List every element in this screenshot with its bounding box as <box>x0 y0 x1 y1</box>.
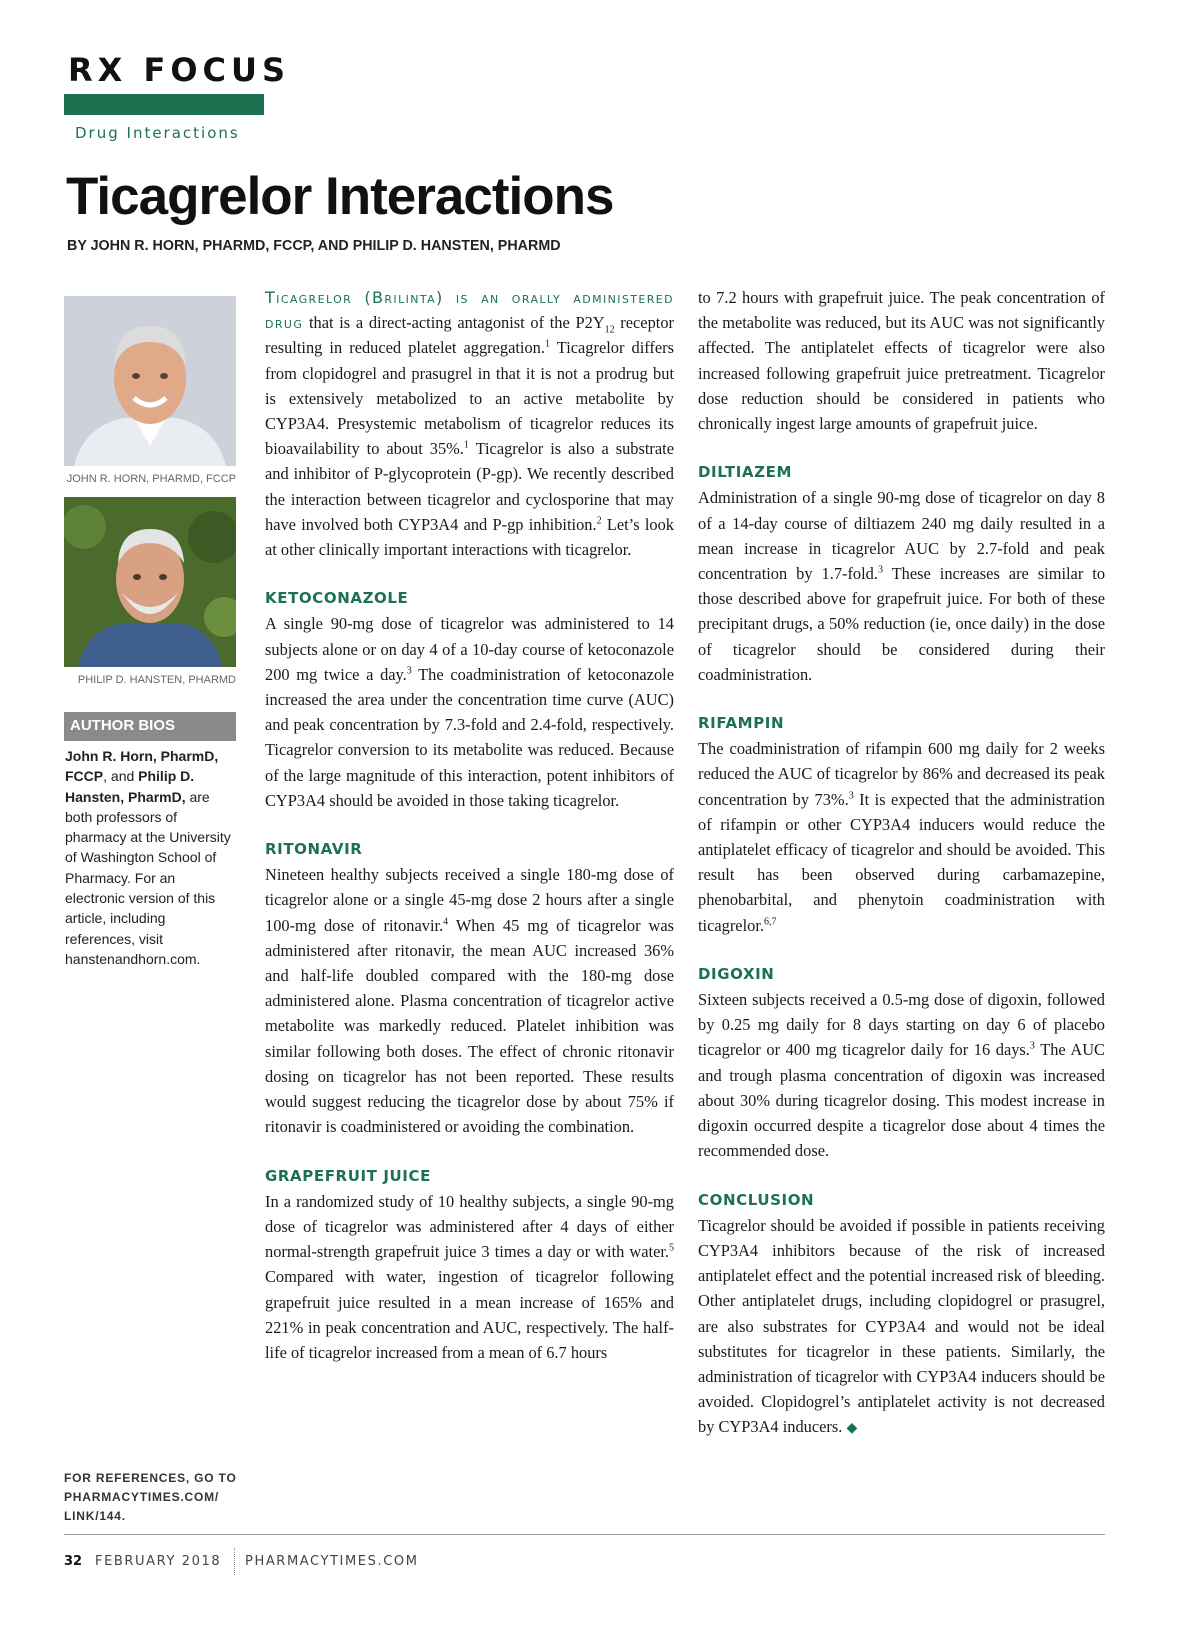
footer-site: PHARMACYTIMES.COM <box>245 1554 419 1569</box>
ref-marker: 3 <box>877 564 883 576</box>
dilt-text-a: Administration of a single 90-mg dose of ticagrelor on day 8 of a 14-day course of diltiazem 240 mg daily resulted in a mean increase in ticagrelor AUC by 2.7-fold and peak concentration by 1.7-fold. <box>698 488 1105 584</box>
portrait-hansten-illustration <box>64 497 236 667</box>
author-bios-text <box>65 746 237 969</box>
byline: BY JOHN R. HORN, PHARMD, FCCP, AND PHILIP D. HANSTEN, PHARMD <box>67 238 561 254</box>
bio-and: , and <box>103 768 139 785</box>
article-column-2 <box>698 285 1105 1442</box>
heading-diltiazem: DILTIAZEM <box>698 463 792 482</box>
references-note: FOR REFERENCES, GO TO PHARMACYTIMES.COM/ LINK/144. <box>64 1471 237 1523</box>
ref-marker: 5 <box>669 1242 674 1254</box>
heading-ritonavir: RITONAVIR <box>265 840 363 859</box>
heading-grapefruit-juice: GRAPEFRUIT JUICE <box>265 1166 431 1185</box>
paragraph-ritonavir <box>265 862 674 1139</box>
intro-text-c: Ticagrelor differs from clopidogrel and prasugrel in that it is not a prodrug but is extensively metabolized to an active metabolite by CYP3A4. Presystemic metabolism of ticagrelor reduces its bioavailability to about 35%. <box>265 338 674 459</box>
footer-date: FEBRUARY 2018 <box>95 1554 222 1569</box>
grape-text-b: Compared with water, ingestion of ticagrelor following grapefruit juice resulted in a mean increase of 165% and 221% in peak concentration and AUC, respectively. The half-life of ticagrelor increased from a mean of 6.7 hours <box>265 1267 674 1362</box>
heading-ketoconazole: KETOCONAZOLE <box>265 589 409 608</box>
heading-digoxin: DIGOXIN <box>698 964 775 983</box>
author-bios-label-text: AUTHOR BIOS <box>70 717 175 734</box>
intro-text-b: receptor resulting in reduced platelet aggregation. <box>265 313 674 358</box>
intro-text-e: Let’s look at other clinically important interactions with ticagrelor. <box>265 514 674 560</box>
dig-text-a: Sixteen subjects received a 0.5-mg dose of digoxin, followed by 0.25 mg daily for 8 days starting on day 6 of placebo ticagrelor or 400 mg ticagrelor daily for 16 days. <box>698 990 1105 1060</box>
dig-text-b: The AUC and trough plasma concentration of digoxin was increased about 30% during ticagrelor dosing. This modest increase in digoxin occurred despite a ticagrelor dose about 4 times the recommended dose. <box>698 1040 1105 1161</box>
rif-text-a: The coadministration of rifampin 600 mg daily for 2 weeks reduced the AUC of ticagrelor by 86% and decreased its peak concentration by 73%. <box>698 739 1105 809</box>
ref-marker: 6,7 <box>764 916 777 928</box>
bio-name-hansten: Philip D. Hansten, PharmD, <box>65 768 195 805</box>
paragraph-ketoconazole <box>265 611 674 813</box>
author-bios-label <box>64 712 236 741</box>
ref-marker: 4 <box>443 916 449 928</box>
ref-marker: 1 <box>544 338 550 350</box>
p2y-subscript: 12 <box>604 324 615 336</box>
grape-text-b-continued: to 7.2 hours with grapefruit juice. The peak concentration of the metabolite was reduced, but its AUC was not significantly affected. The antiplatelet effects of ticagrelor were also increased following grapefruit juice pretreatment. Ticagrelor dose reduction should be considered in patients who chronically ingest large amounts of grapefruit juice. <box>698 288 1105 434</box>
rito-text-a: Nineteen healthy subjects received a single 180-mg dose of ticagrelor alone or a single 45-mg dose 2 hours after a single 100-mg dose of ritonavir. <box>265 865 674 935</box>
grape-text-a: In a randomized study of 10 healthy subjects, a single 90-mg dose of ticagrelor was administered after 4 days of either normal-strength grapefruit juice 3 times a day or with water. <box>265 1191 674 1262</box>
article-column-1 <box>265 285 674 1365</box>
footer-separator <box>234 1548 235 1575</box>
page-number: 32 <box>64 1554 83 1569</box>
intro-paragraph <box>265 285 674 562</box>
photo-caption-horn: JOHN R. HORN, PHARMD, FCCP <box>66 473 236 485</box>
ref-marker: 3 <box>848 790 854 802</box>
ref-marker: 3 <box>406 665 412 677</box>
author-photo-hansten <box>64 497 236 667</box>
photo-caption-hansten: PHILIP D. HANSTEN, PHARMD <box>77 674 236 686</box>
ref-marker: 3 <box>1029 1041 1035 1053</box>
paragraph-digoxin <box>698 987 1105 1163</box>
footer-rule <box>64 1534 1105 1535</box>
keto-text-a: A single 90-mg dose of ticagrelor was administered to 14 subjects alone or on day 4 of a 10-day course of ketoconazole 200 mg twice a day. <box>265 614 674 684</box>
section-subtitle: Drug Interactions <box>75 124 240 142</box>
section-bar <box>64 94 264 115</box>
intro-text-d: Ticagrelor is also a substrate and inhibitor of P-glycoprotein (P-gp). We recently described the interaction between ticagrelor and cyclosporine that may have involved both CYP3A4 and P-gp inhibition. <box>265 439 674 534</box>
heading-conclusion: CONCLUSION <box>698 1190 815 1209</box>
paragraph-conclusion <box>698 1213 1105 1442</box>
keto-text-b: The coadministration of ketoconazole increased the area under the concentration time curve (AUC) and peak concentration by 7.3-fold and 2.4-fold, respectively. Ticagrelor conversion to its metabolite was reduced. Because of the large magnitude of this interaction, potent inhibitors of CYP3A4 should be avoided in those taking ticagrelor. <box>265 664 674 810</box>
bio-description: are both professors of pharmacy at the University of Washington School of Pharmacy. For an electronic version of this article, including references, visit hanstenandhorn.com. <box>65 788 231 967</box>
conclusion-text: Ticagrelor should be avoided if possible in patients receiving CYP3A4 inhibitors because of the risk of increased antiplatelet effect and the potential increased risk of bleeding. Other antiplatelet drugs, including clopidogrel or prasugrel, are also substrates for CYP3A4 and would not be ideal substitutes for ticagrelor in these patients. Similarly, the administration of ticagrelor with CYP3A4 inducers should be avoided. Clopidogrel’s antiplatelet activity is not decreased by CYP3A4 inducers. <box>698 1215 1105 1437</box>
ref-marker: 1 <box>463 439 469 451</box>
rito-text-b: When 45 mg of ticagrelor was administered after ritonavir, the mean AUC increased 36% and half-life doubled compared with the 180-mg dose administered alone. Plasma concentration of ticagrelor active metabolite was markedly reduced. Platelet inhibition was similar following both doses. The effect of chronic ritonavir dosing on ticagrelor has not been reported. These results would suggest reducing the ticagrelor dose by about 75% if ritonavir is coadministered or avoiding the combination. <box>265 915 674 1137</box>
dilt-text-b: These increases are similar to those described above for grapefruit juice. For both of these precipitant drugs, a 50% reduction (ie, once daily) in the dose of ticagrelor should be considered during their coadministration. <box>698 564 1106 684</box>
article-title: Ticagrelor Interactions <box>66 167 614 226</box>
paragraph-diltiazem <box>698 485 1105 687</box>
paragraph-grapefruit-juice-cont <box>698 285 1105 436</box>
lede: Ticagrelor (Brilinta) is an orally administered drug <box>265 288 674 333</box>
end-mark-icon: ◆ <box>846 1421 858 1437</box>
paragraph-rifampin <box>698 736 1105 938</box>
rif-text-b: It is expected that the administration of rifampin or other CYP3A4 inducers would reduce the antiplatelet efficacy of ticagrelor and should be avoided. This result has been observed during carbamazepine, phenobarbital, and phenytoin coadministration with ticagrelor. <box>698 789 1105 935</box>
section-title: RX FOCUS <box>68 51 291 89</box>
intro-text-a: that is a direct-acting antagonist of the P2Y <box>303 313 605 333</box>
author-photo-horn <box>64 296 236 466</box>
heading-rifampin: RIFAMPIN <box>698 714 785 733</box>
bio-name-horn: John R. Horn, PharmD, FCCP <box>65 748 219 785</box>
ref-marker: 2 <box>596 515 602 527</box>
paragraph-grapefruit-juice <box>265 1189 674 1365</box>
portrait-horn-illustration <box>64 296 236 466</box>
